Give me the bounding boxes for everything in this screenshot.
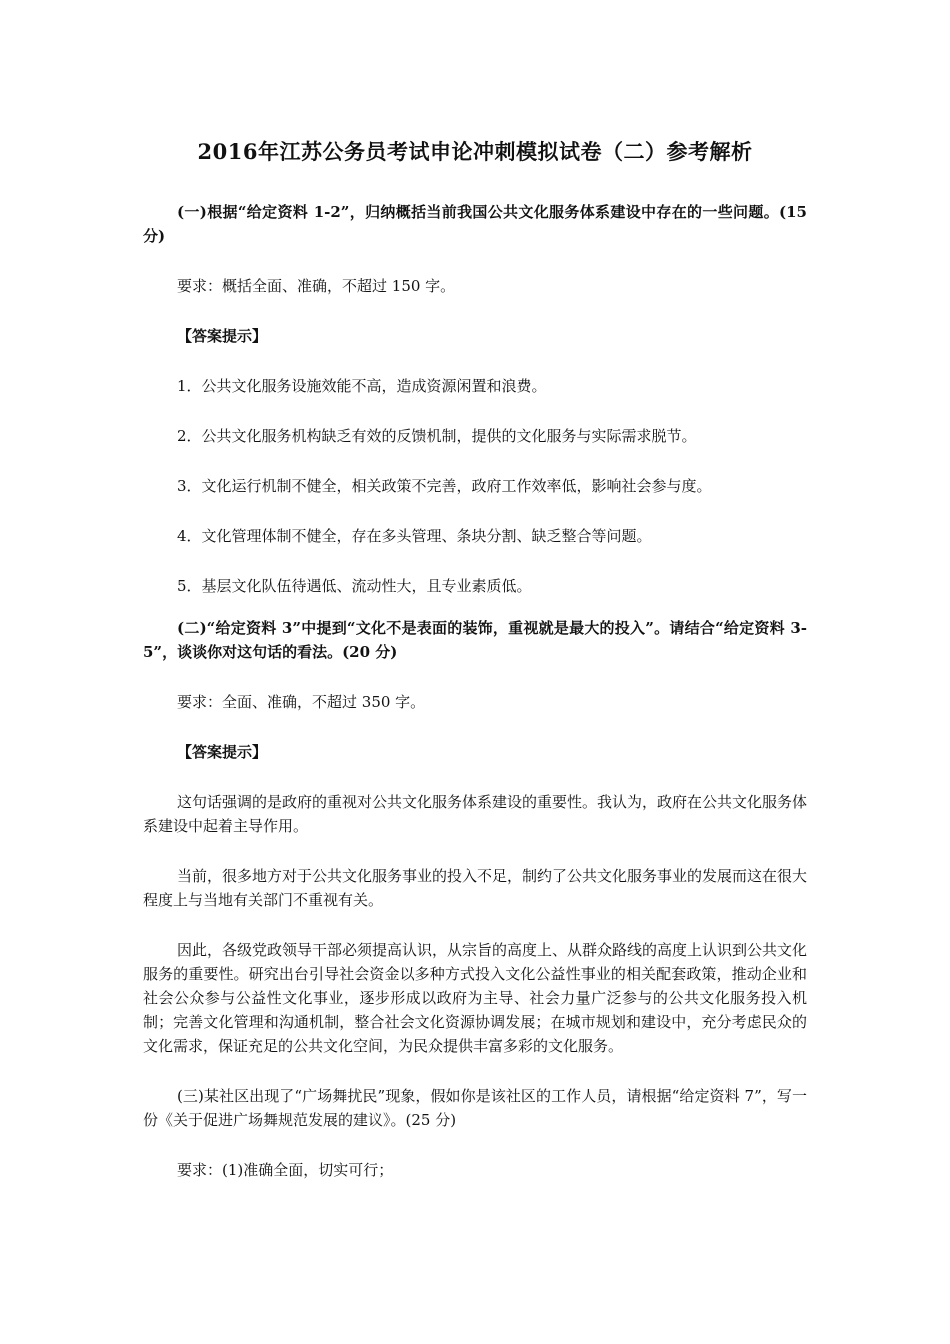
- question-1-requirement: 要求：概括全面、准确，不超过 150 字。: [177, 277, 456, 295]
- answer-item: 1．公共文化服务设施效能不高，造成资源闲置和浪费。: [177, 377, 547, 395]
- question-1: (一)根据“给定资料 1-2”，归纳概括当前我国公共文化服务体系建设中存在的一些问题。(15 分): [143, 203, 807, 245]
- question-3-requirement: 要求：(1)准确全面，切实可行；: [177, 1161, 394, 1179]
- document-title: 2016年江苏公务员考试申论冲刺模拟试卷（二）参考解析: [197, 139, 753, 164]
- answer-item: 3．文化运行机制不健全，相关政策不完善，政府工作效率低，影响社会参与度。: [177, 477, 712, 495]
- answer-item: 4．文化管理体制不健全，存在多头管理、条块分割、缺乏整合等问题。: [177, 527, 652, 545]
- answer-item: 5．基层文化队伍待遇低、流动性大，且专业素质低。: [177, 577, 532, 595]
- answer-paragraph: 这句话强调的是政府的重视对公共文化服务体系建设的重要性。我认为，政府在公共文化服务体系建设中起着主导作用。: [143, 793, 808, 835]
- question-3: (三)某社区出现了“广场舞扰民”现象，假如你是该社区的工作人员，请根据“给定资料 7”，写一份《关于促进广场舞规范发展的建议》。(25 分): [143, 1087, 807, 1129]
- document-body: [143, 200, 807, 1208]
- question-2: (二)“给定资料 3”中提到“文化不是表面的装饰，重视就是最大的投入”。请结合“给定资料 3-5”，谈谈你对这句话的看法。(20 分): [143, 619, 807, 661]
- answer-paragraph: 当前，很多地方对于公共文化服务事业的投入不足，制约了公共文化服务事业的发展而这在很大程度上与当地有关部门不重视有关。: [143, 867, 808, 909]
- answer-item: 2．公共文化服务机构缺乏有效的反馈机制，提供的文化服务与实际需求脱节。: [177, 427, 697, 445]
- question-2-answer-hint-label: 【答案提示】: [177, 743, 268, 761]
- answer-paragraph: 因此，各级党政领导干部必须提高认识，从宗旨的高度上、从群众路线的高度上认识到公共文化服务的重要性。研究出台引导社会资金以多种方式投入文化公益性事业的相关配套政策，推动企业和社会公众参与公益性文化事业，逐步形成以政府为主导、社会力量广泛参与的公共文化服务投入机制；完善文化管理和沟通机制，整合社会文化资源协调发展；在城市规划和建设中，充分考虑民众的文化需求，保证充足的公共文化空间，为民众提供丰富多彩的文化服务。: [143, 941, 808, 1055]
- question-2-requirement: 要求：全面、准确，不超过 350 字。: [177, 693, 426, 711]
- question-1-answer-hint-label: 【答案提示】: [177, 327, 268, 345]
